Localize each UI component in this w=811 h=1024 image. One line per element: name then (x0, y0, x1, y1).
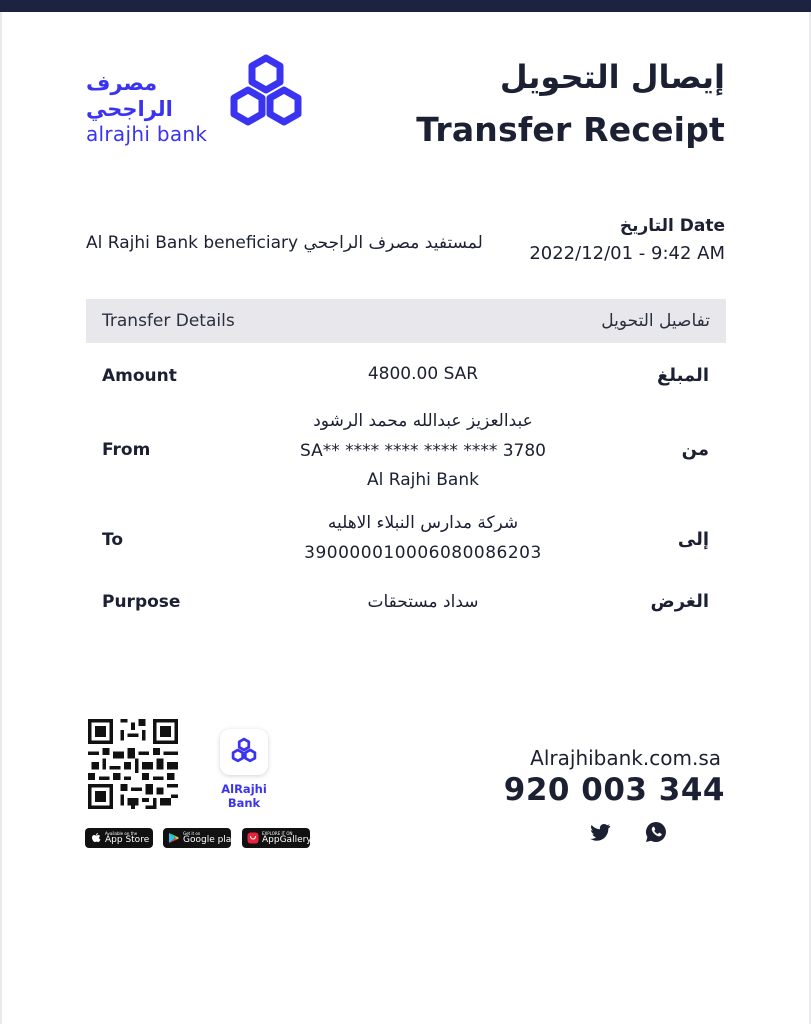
recipient-name: شركة مدارس النبلاء الاهليه (327, 513, 519, 533)
date-value: 2022/12/01 - 9:42 AM (529, 243, 725, 264)
purpose-label-ar: الغرض (650, 591, 709, 612)
date-label: التاريخ Date (619, 216, 725, 236)
app-store-text: App Store (105, 835, 150, 845)
appgallery-small-text: EXPLORE IT ON (262, 831, 293, 836)
twitter-icon[interactable] (588, 820, 612, 844)
amount-label-ar: المبلغ (657, 365, 709, 386)
amount-label-en: Amount (102, 366, 177, 386)
app-icon[interactable] (220, 729, 268, 775)
phone-number[interactable]: 920 003 344 (503, 772, 725, 808)
sender-bank: Al Rajhi Bank (367, 470, 479, 490)
from-label-ar: من (681, 439, 709, 460)
amount-value: 4800.00 SAR (367, 364, 479, 384)
alrajhi-logo-icon (222, 54, 310, 138)
google-play-icon (168, 832, 180, 844)
google-play-badge[interactable] (163, 828, 237, 848)
whatsapp-icon[interactable] (644, 820, 668, 844)
purpose-value: سداد مستحقات (367, 592, 479, 612)
sender-iban: SA** **** **** **** **** 3780 (299, 441, 547, 461)
website-link[interactable]: Alrajhibank.com.sa (530, 746, 721, 770)
details-header-ar: تفاصيل التحويل (601, 311, 710, 331)
from-label-en: From (102, 440, 151, 460)
brand-name-ar: مصرف الراجحي (86, 71, 173, 121)
top-bar (0, 0, 811, 12)
app-name: AlRajhi Bank (221, 782, 267, 810)
google-play-small-text: Get it on (183, 831, 201, 836)
to-label-ar: إلى (677, 529, 709, 550)
receipt-title-en: Transfer Receipt (416, 110, 725, 149)
sender-name: عبدالعزيز عبدالله محمد الرشود (313, 411, 533, 431)
alrajhi-app-logo-icon (229, 737, 259, 767)
huawei-appgallery-icon (247, 832, 259, 844)
appgallery-badge[interactable] (242, 828, 310, 848)
purpose-label-en: Purpose (102, 592, 181, 612)
beneficiary-type: Al Rajhi Bank beneficiary لمستفيد مصرف الراجحي (86, 233, 483, 253)
qr-code-icon (88, 719, 178, 809)
details-header-en: Transfer Details (102, 311, 235, 331)
receipt-title-ar: إيصال التحويل (499, 58, 725, 96)
brand-name-en: alrajhi bank (86, 122, 208, 146)
left-edge (0, 12, 2, 1024)
apple-icon (90, 832, 102, 844)
recipient-account: 3900000100060800862​03 (304, 543, 542, 563)
appgallery-text: AppGallery (262, 835, 312, 845)
transfer-details-header (86, 299, 726, 343)
app-store-badge[interactable] (85, 828, 153, 848)
app-store-small-text: Available on the (105, 831, 138, 836)
google-play-text: Google play (183, 835, 237, 845)
brand-logo-text (86, 70, 216, 146)
to-label-en: To (102, 530, 124, 550)
